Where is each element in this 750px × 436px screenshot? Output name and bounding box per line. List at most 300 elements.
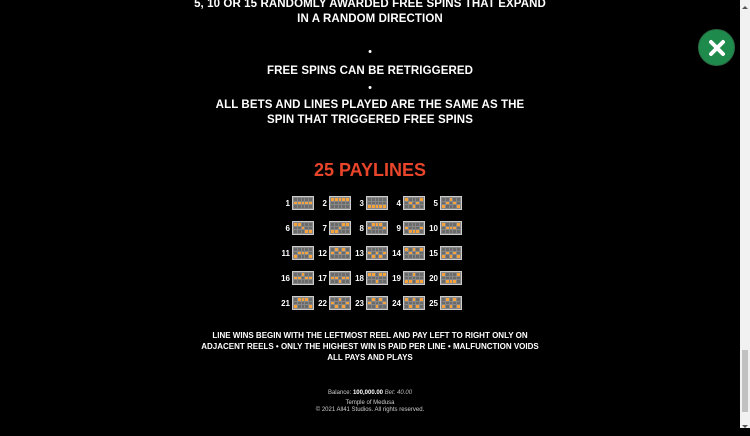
payline-cell — [457, 230, 460, 233]
payline-cell — [420, 223, 423, 226]
payline-cell — [335, 223, 338, 226]
payline-cell — [446, 227, 449, 230]
payline-cell — [309, 302, 312, 305]
payline-cell — [450, 298, 453, 301]
payline-cell — [457, 298, 460, 301]
payline-cell — [450, 205, 453, 208]
payline-cell — [413, 277, 416, 280]
payline-cell — [372, 227, 375, 230]
payline-cell — [409, 280, 412, 283]
payline-cell — [420, 302, 423, 305]
payline-cell — [450, 223, 453, 226]
payline-cell — [372, 280, 375, 283]
payline-cell — [302, 255, 305, 258]
payline-cell — [346, 230, 349, 233]
payline-cell — [376, 298, 379, 301]
payline-cell — [339, 273, 342, 276]
payline-item — [317, 219, 354, 237]
payline-cell — [442, 255, 445, 258]
free-spins-rule-line-1: 5, 10 OR 15 RANDOMLY AWARDED FREE SPINS THAT EXPAND — [194, 0, 546, 10]
payline-cell — [376, 302, 379, 305]
payline-cell — [302, 227, 305, 230]
payline-cell — [302, 273, 305, 276]
payline-cell — [309, 230, 312, 233]
payline-cell — [294, 205, 297, 208]
payline-number: 20 — [429, 273, 438, 283]
payline-cell — [453, 273, 456, 276]
payline-cell — [342, 223, 345, 226]
payline-cell — [413, 223, 416, 226]
payline-cell — [409, 198, 412, 201]
payline-cell — [442, 223, 445, 226]
payline-cell — [453, 198, 456, 201]
payline-cell — [379, 252, 382, 255]
payline-cell — [450, 198, 453, 201]
payline-cell — [298, 230, 301, 233]
payline-cell — [446, 298, 449, 301]
payline-cell — [302, 198, 305, 201]
payline-pattern — [440, 196, 462, 210]
payline-item — [391, 244, 428, 262]
payline-cell — [342, 248, 345, 251]
payline-cell — [331, 273, 334, 276]
payline-cell — [405, 298, 408, 301]
payline-cell — [416, 227, 419, 230]
payline-cell — [368, 273, 371, 276]
payline-cell — [305, 302, 308, 305]
payline-cell — [339, 252, 342, 255]
payline-cell — [368, 198, 371, 201]
payline-cell — [450, 277, 453, 280]
payline-cell — [346, 277, 349, 280]
payline-cell — [368, 305, 371, 308]
payline-cell — [342, 277, 345, 280]
payline-cell — [335, 227, 338, 230]
payline-item — [428, 219, 465, 237]
payline-cell — [416, 248, 419, 251]
payline-cell — [446, 248, 449, 251]
payline-cell — [372, 305, 375, 308]
payline-cell — [331, 223, 334, 226]
payline-cell — [376, 280, 379, 283]
payline-pattern — [440, 296, 462, 310]
payline-number: 24 — [392, 298, 401, 308]
payline-cell — [294, 248, 297, 251]
paylines-title: 25 PAYLINES — [313, 160, 427, 180]
payline-cell — [446, 205, 449, 208]
payline-cell — [335, 248, 338, 251]
scroll-down-arrow-icon[interactable] — [740, 418, 750, 428]
payline-cell — [405, 227, 408, 230]
payline-number: 3 — [359, 198, 364, 208]
payline-cell — [383, 248, 386, 251]
payline-number: 11 — [281, 248, 290, 258]
payline-cell — [413, 230, 416, 233]
payline-cell — [453, 248, 456, 251]
payline-cell — [446, 252, 449, 255]
payline-cell — [376, 277, 379, 280]
payline-cell — [457, 273, 460, 276]
payline-cell — [342, 273, 345, 276]
close-button[interactable] — [698, 29, 735, 66]
payline-cell — [368, 248, 371, 251]
payline-pattern — [292, 196, 314, 210]
payline-item — [428, 294, 465, 312]
payline-cell — [331, 302, 334, 305]
payline-cell — [379, 302, 382, 305]
payline-cell — [331, 205, 334, 208]
payline-cell — [305, 248, 308, 251]
payline-cell — [372, 198, 375, 201]
payline-pattern — [440, 221, 462, 235]
payline-cell — [339, 255, 342, 258]
payline-cell — [416, 273, 419, 276]
payline-pattern — [329, 271, 351, 285]
payline-cell — [346, 227, 349, 230]
payline-cell — [368, 205, 371, 208]
payline-cell — [368, 202, 371, 205]
payline-cell — [446, 223, 449, 226]
payline-cell — [442, 227, 445, 230]
payline-cell — [383, 223, 386, 226]
payline-cell — [405, 230, 408, 233]
payline-cell — [294, 277, 297, 280]
payline-cell — [342, 305, 345, 308]
payline-cell — [420, 227, 423, 230]
payline-cell — [453, 205, 456, 208]
payline-number: 25 — [429, 298, 438, 308]
payline-cell — [346, 205, 349, 208]
line-wins-rule-line-3: ALL PAYS AND PLAYS — [327, 353, 413, 362]
payline-cell — [305, 198, 308, 201]
payline-cell — [294, 255, 297, 258]
payline-cell — [346, 298, 349, 301]
payline-cell — [405, 302, 408, 305]
game-name: Temple of Medusa — [345, 400, 395, 406]
payline-cell — [416, 205, 419, 208]
payline-cell — [376, 273, 379, 276]
payline-cell — [442, 273, 445, 276]
payline-cell — [413, 198, 416, 201]
payline-cell — [346, 280, 349, 283]
payline-cell — [413, 255, 416, 258]
payline-number: 14 — [392, 248, 401, 258]
payline-cell — [379, 280, 382, 283]
payline-number: 7 — [322, 223, 327, 233]
payline-item — [354, 219, 391, 237]
line-wins-rule-line-2: ADJACENT REELS • ONLY THE HIGHEST WIN IS PAID PER LINE • MALFUNCTION VOIDS — [201, 342, 539, 351]
payline-cell — [383, 298, 386, 301]
payline-cell — [335, 205, 338, 208]
payline-cell — [346, 273, 349, 276]
payline-cell — [413, 248, 416, 251]
payline-pattern — [403, 296, 425, 310]
payline-cell — [450, 230, 453, 233]
payline-cell — [413, 302, 416, 305]
payline-item — [280, 269, 317, 287]
payline-cell — [331, 298, 334, 301]
payline-cell — [339, 223, 342, 226]
payline-cell — [305, 223, 308, 226]
payline-cell — [372, 255, 375, 258]
payline-cell — [446, 277, 449, 280]
payline-cell — [450, 252, 453, 255]
payline-cell — [442, 198, 445, 201]
payline-cell — [305, 202, 308, 205]
payline-cell — [442, 302, 445, 305]
payline-cell — [383, 273, 386, 276]
payline-cell — [368, 298, 371, 301]
payline-cell — [298, 280, 301, 283]
bet-value: 40.00 — [397, 390, 413, 396]
payline-cell — [346, 305, 349, 308]
payline-cell — [309, 277, 312, 280]
payline-cell — [309, 198, 312, 201]
payline-cell — [442, 248, 445, 251]
payline-cell — [383, 230, 386, 233]
payline-cell — [379, 227, 382, 230]
payline-cell — [331, 230, 334, 233]
payline-cell — [309, 280, 312, 283]
payline-cell — [335, 252, 338, 255]
payline-cell — [331, 202, 334, 205]
payline-pattern — [440, 271, 462, 285]
payline-cell — [376, 227, 379, 230]
payline-cell — [331, 248, 334, 251]
payline-cell — [372, 230, 375, 233]
payline-item — [391, 219, 428, 237]
payline-cell — [372, 223, 375, 226]
payline-cell — [298, 298, 301, 301]
bet-label: Bet: — [384, 390, 396, 396]
payline-cell — [298, 252, 301, 255]
payline-item — [354, 294, 391, 312]
payline-number: 12 — [318, 248, 327, 258]
payline-cell — [446, 302, 449, 305]
payline-cell — [346, 252, 349, 255]
balance-bet-info — [220, 390, 520, 396]
payline-cell — [368, 227, 371, 230]
vertical-scrollbar[interactable] — [740, 0, 750, 428]
payline-number: 10 — [429, 223, 438, 233]
payline-cell — [298, 227, 301, 230]
payline-item — [354, 194, 391, 212]
payline-cell — [346, 198, 349, 201]
payline-item — [317, 244, 354, 262]
payline-row — [280, 269, 470, 287]
payline-cell — [339, 248, 342, 251]
payline-cell — [383, 252, 386, 255]
payline-cell — [383, 302, 386, 305]
payline-number: 17 — [318, 273, 327, 283]
payline-cell — [379, 277, 382, 280]
payline-cell — [294, 227, 297, 230]
payline-cell — [383, 202, 386, 205]
payline-cell — [383, 227, 386, 230]
payline-cell — [405, 305, 408, 308]
line-wins-rules — [200, 330, 540, 363]
payline-cell — [420, 298, 423, 301]
bullet-separator: • — [368, 46, 372, 58]
payline-pattern — [403, 246, 425, 260]
payline-cell — [368, 280, 371, 283]
payline-cell — [379, 273, 382, 276]
payline-cell — [450, 302, 453, 305]
payline-cell — [335, 198, 338, 201]
payline-pattern — [329, 196, 351, 210]
payline-cell — [450, 248, 453, 251]
payline-cell — [383, 205, 386, 208]
payline-cell — [339, 230, 342, 233]
payline-cell — [379, 305, 382, 308]
payline-cell — [416, 252, 419, 255]
payline-row — [280, 294, 470, 312]
payline-cell — [331, 280, 334, 283]
payline-item — [354, 269, 391, 287]
payline-cell — [420, 202, 423, 205]
payline-pattern — [403, 271, 425, 285]
payline-cell — [294, 252, 297, 255]
payline-cell — [302, 202, 305, 205]
payline-cell — [416, 305, 419, 308]
payline-cell — [442, 298, 445, 301]
payline-item — [280, 294, 317, 312]
payline-number: 1 — [285, 198, 290, 208]
payline-cell — [298, 248, 301, 251]
payline-cell — [453, 227, 456, 230]
payline-cell — [405, 277, 408, 280]
payline-item — [391, 294, 428, 312]
payline-cell — [294, 223, 297, 226]
payline-cell — [294, 230, 297, 233]
payline-cell — [416, 280, 419, 283]
payline-cell — [305, 205, 308, 208]
payline-cell — [413, 252, 416, 255]
payline-cell — [457, 198, 460, 201]
payline-cell — [376, 252, 379, 255]
payline-cell — [453, 230, 456, 233]
payline-pattern — [440, 246, 462, 260]
payline-item — [317, 194, 354, 212]
payline-cell — [309, 205, 312, 208]
payline-cell — [346, 223, 349, 226]
payline-number: 2 — [322, 198, 327, 208]
payline-cell — [294, 202, 297, 205]
payline-cell — [379, 248, 382, 251]
payline-cell — [309, 298, 312, 301]
payline-cell — [309, 202, 312, 205]
payline-cell — [413, 202, 416, 205]
payline-cell — [450, 273, 453, 276]
payline-cell — [453, 202, 456, 205]
payline-pattern — [403, 221, 425, 235]
payline-cell — [294, 298, 297, 301]
copyright: © 2021 All41 Studios. All rights reserved. — [315, 407, 425, 413]
payline-cell — [331, 198, 334, 201]
payline-cell — [342, 198, 345, 201]
payline-number: 5 — [433, 198, 438, 208]
payline-cell — [376, 202, 379, 205]
payline-cell — [442, 252, 445, 255]
payline-cell — [302, 280, 305, 283]
payline-cell — [457, 202, 460, 205]
payline-cell — [446, 230, 449, 233]
close-x-icon — [707, 38, 727, 58]
payline-cell — [450, 227, 453, 230]
payline-cell — [305, 252, 308, 255]
payline-cell — [331, 277, 334, 280]
payline-cell — [416, 198, 419, 201]
payline-cell — [442, 230, 445, 233]
payline-cell — [368, 255, 371, 258]
payline-cell — [342, 280, 345, 283]
payline-cell — [298, 255, 301, 258]
payline-cell — [335, 298, 338, 301]
payline-cell — [405, 252, 408, 255]
payline-pattern — [403, 196, 425, 210]
payline-cell — [302, 248, 305, 251]
payline-cell — [342, 255, 345, 258]
payline-cell — [305, 255, 308, 258]
payline-cell — [383, 198, 386, 201]
payline-cell — [309, 255, 312, 258]
payline-cell — [457, 305, 460, 308]
payline-cell — [416, 202, 419, 205]
payline-cell — [368, 223, 371, 226]
scroll-up-arrow-icon[interactable] — [740, 0, 750, 10]
payline-cell — [409, 298, 412, 301]
payline-cell — [416, 230, 419, 233]
payline-cell — [416, 255, 419, 258]
payline-cell — [305, 230, 308, 233]
payline-cell — [298, 198, 301, 201]
payline-cell — [342, 298, 345, 301]
payline-cell — [368, 252, 371, 255]
payline-cell — [302, 277, 305, 280]
payline-cell — [305, 227, 308, 230]
payline-cell — [335, 255, 338, 258]
payline-cell — [383, 280, 386, 283]
payline-cell — [298, 302, 301, 305]
payline-cell — [305, 280, 308, 283]
payline-cell — [409, 248, 412, 251]
payline-cell — [420, 255, 423, 258]
payline-cell — [379, 202, 382, 205]
payline-cell — [409, 277, 412, 280]
payline-cell — [339, 277, 342, 280]
payline-cell — [376, 205, 379, 208]
payline-cell — [339, 198, 342, 201]
payline-row — [280, 219, 470, 237]
payline-cell — [450, 202, 453, 205]
payline-cell — [342, 252, 345, 255]
payline-cell — [409, 305, 412, 308]
payline-cell — [409, 205, 412, 208]
payline-row — [280, 244, 470, 262]
payline-cell — [457, 280, 460, 283]
payline-cell — [457, 302, 460, 305]
payline-cell — [420, 280, 423, 283]
payline-number: 9 — [396, 223, 401, 233]
payline-cell — [372, 202, 375, 205]
scrollbar-thumb[interactable] — [742, 350, 748, 412]
payline-cell — [413, 298, 416, 301]
payline-pattern — [292, 271, 314, 285]
payline-number: 6 — [285, 223, 290, 233]
payline-cell — [457, 248, 460, 251]
payline-cell — [372, 252, 375, 255]
payline-item — [280, 194, 317, 212]
